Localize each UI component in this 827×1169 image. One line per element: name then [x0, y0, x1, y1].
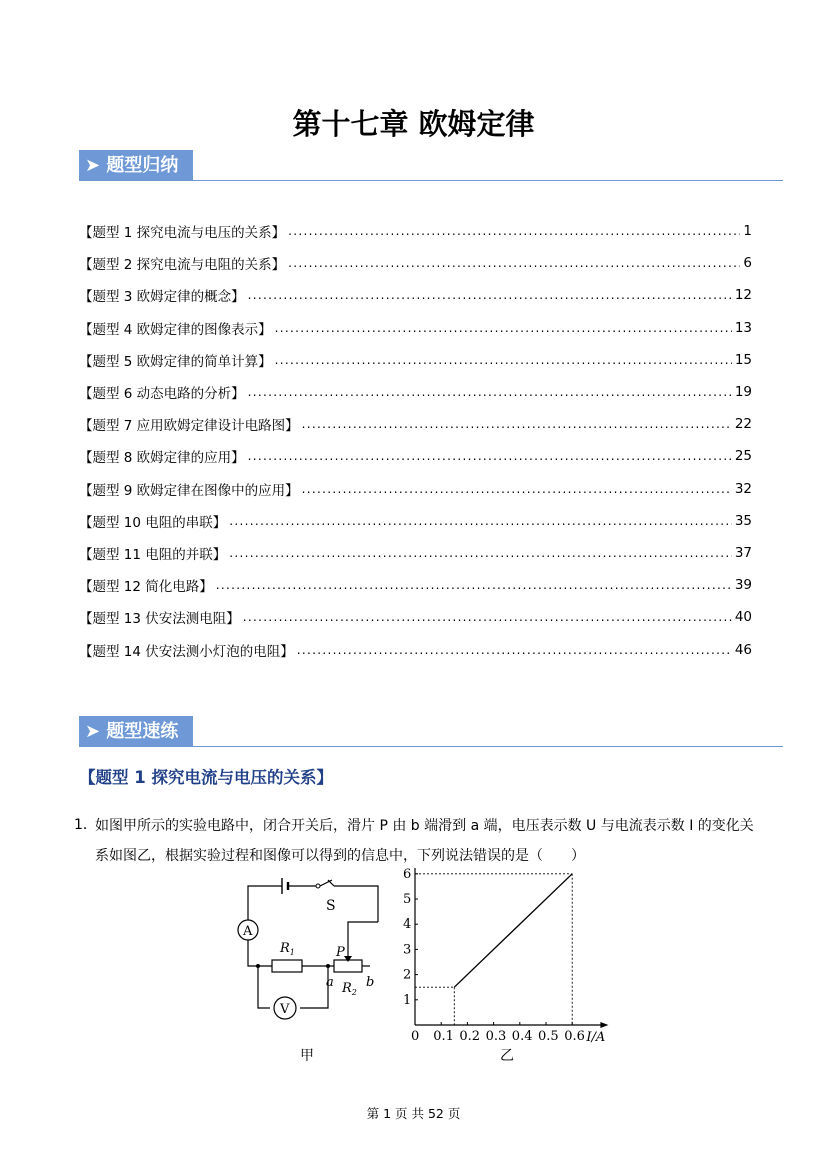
- page-title: 第十七章 欧姆定律: [292, 107, 535, 141]
- toc-leader-dots: [275, 321, 732, 335]
- toc-entry[interactable]: [79, 317, 752, 339]
- x-tick-label: 0.5: [538, 1029, 559, 1044]
- ammeter-label: A: [243, 924, 253, 939]
- toc-leader-dots: [302, 417, 732, 431]
- section-header-label: 题型归纳: [106, 155, 179, 176]
- figure-caption-yi: 乙: [500, 1048, 514, 1064]
- arrow-icon: ➤: [85, 155, 101, 176]
- origin-label: 0: [411, 1029, 420, 1044]
- toc-entry-page: 46: [734, 641, 752, 658]
- switch-contact: [316, 884, 320, 888]
- toc-entry-page: 40: [734, 609, 752, 626]
- end-a-label: a: [326, 975, 334, 990]
- figure-caption-jia: 甲: [300, 1048, 314, 1064]
- toc-leader-dots: [288, 224, 740, 238]
- toc-entry-label: 【题型 6 动态电路的分析】: [79, 386, 245, 402]
- x-tick-label: 0.1: [433, 1029, 454, 1044]
- toc-entry[interactable]: [79, 478, 752, 500]
- resistor-r1: [272, 960, 302, 972]
- x-tick-label: 0.6: [564, 1029, 585, 1044]
- toc-leader-dots: [248, 288, 732, 302]
- y-tick-label: 2: [403, 967, 412, 983]
- x-axis-label: I/A: [586, 1030, 606, 1045]
- voltmeter-label: V: [280, 1002, 290, 1017]
- toc-entry-label: 【题型 9 欧姆定律在图像中的应用】: [79, 482, 299, 499]
- section-divider: [193, 180, 783, 181]
- question-number: 1．: [74, 817, 97, 833]
- toc-entry[interactable]: [79, 606, 752, 628]
- toc-entry-label: 【题型 8 欧姆定律的应用】: [79, 450, 245, 467]
- circuit-diagram: [230, 878, 390, 1068]
- toc-entry-page: 15: [734, 351, 752, 368]
- toc-leader-dots: [243, 610, 732, 624]
- x-tick-label: 0.3: [485, 1029, 507, 1044]
- toc-leader-dots: [229, 546, 732, 560]
- toc-entry-page: 13: [734, 319, 752, 336]
- x-axis-arrow: [600, 1022, 608, 1028]
- x-tick-label: 0.4: [511, 1029, 533, 1044]
- y-tick-label: 4: [403, 917, 412, 933]
- section-divider: [193, 746, 783, 747]
- section-header-toc: [79, 150, 193, 181]
- y-tick-label: 6: [403, 868, 412, 882]
- question-type-heading: 【题型 1 探究电流与电压的关系】: [79, 768, 333, 787]
- question-text: 如图甲所示的实验电路中，闭合开关后，滑片 P 由 b 端滑到 a 端，电压表示数 U 与电流表示数 I 的变化关系如图乙，根据实验过程和图像可以得到的信息中，下列说法错误的是（ ）: [95, 818, 754, 864]
- toc-entry-label: 【题型 11 电阻的并联】: [79, 547, 227, 563]
- toc-entry[interactable]: [79, 381, 752, 403]
- series-line: [454, 874, 572, 987]
- toc-entry[interactable]: [79, 639, 752, 661]
- junction: [256, 964, 260, 968]
- section-header-practice: [79, 716, 193, 747]
- toc-entry-label: 【题型 2 探究电流与电阻的关系】: [79, 257, 286, 274]
- toc-entry-label: 【题型 4 欧姆定律的图像表示】: [79, 321, 272, 338]
- toc-leader-dots: [297, 643, 732, 657]
- toc-entry-page: 22: [734, 416, 752, 433]
- page-footer: 第 1 页 共 52 页: [366, 1106, 461, 1121]
- toc-entry-page: 25: [734, 448, 752, 465]
- toc-leader-dots: [248, 385, 732, 399]
- toc-leader-dots: [216, 578, 732, 592]
- toc-entry-page: 1: [743, 223, 752, 239]
- y-tick-label: 3: [403, 942, 412, 958]
- x-tick-label: 0.2: [459, 1029, 481, 1044]
- toc-entry[interactable]: [79, 349, 752, 371]
- toc-entry-label: 【题型 1 探究电流与电压的关系】: [79, 225, 286, 241]
- toc-entry-label: 【题型 5 欧姆定律的简单计算】: [79, 353, 272, 370]
- toc-leader-dots: [229, 514, 732, 528]
- toc-entry[interactable]: [79, 284, 752, 306]
- toc-entry-label: 【题型 14 伏安法测小灯泡的电阻】: [79, 643, 294, 660]
- r1-label: $R_1$: [280, 941, 295, 957]
- junction: [326, 964, 330, 968]
- toc-entry-label: 【题型 7 应用欧姆定律设计电路图】: [79, 418, 299, 435]
- slider-label: P: [336, 945, 345, 960]
- toc-entry[interactable]: [79, 252, 752, 274]
- end-b-label: b: [366, 975, 375, 990]
- toc-entry-page: 32: [734, 480, 752, 497]
- toc-leader-dots: [248, 449, 732, 463]
- toc-entry-label: 【题型 13 伏安法测电阻】: [79, 611, 240, 628]
- section-header-label: 题型速练: [106, 721, 179, 742]
- toc-entry-label: 【题型 3 欧姆定律的概念】: [79, 289, 245, 306]
- toc-entry-label: 【题型 10 电阻的串联】: [79, 514, 227, 531]
- toc-leader-dots: [302, 482, 732, 496]
- u-i-chart: [395, 868, 625, 1068]
- toc-entry[interactable]: [79, 220, 752, 242]
- toc-entry[interactable]: [79, 542, 752, 564]
- toc-leader-dots: [288, 256, 740, 270]
- y-tick-label: 1: [403, 992, 412, 1008]
- switch-label: S: [326, 898, 336, 914]
- toc-entry-page: 19: [734, 384, 752, 400]
- toc-entry-page: 12: [734, 287, 752, 304]
- toc-entry-label: 【题型 12 简化电路】: [79, 579, 213, 596]
- toc-entry-page: 6: [743, 255, 752, 272]
- arrow-icon: ➤: [85, 721, 101, 742]
- toc-entry[interactable]: [79, 510, 752, 532]
- toc-entry[interactable]: [79, 574, 752, 596]
- toc-entry[interactable]: [79, 413, 752, 435]
- toc-entry-page: 39: [734, 577, 752, 594]
- toc-entry-page: 35: [734, 512, 752, 529]
- toc-leader-dots: [275, 353, 732, 367]
- toc-entry-page: 37: [734, 545, 752, 561]
- y-tick-label: 5: [403, 892, 412, 907]
- toc-entry[interactable]: [79, 445, 752, 467]
- r2-label: $R_2$: [342, 981, 357, 997]
